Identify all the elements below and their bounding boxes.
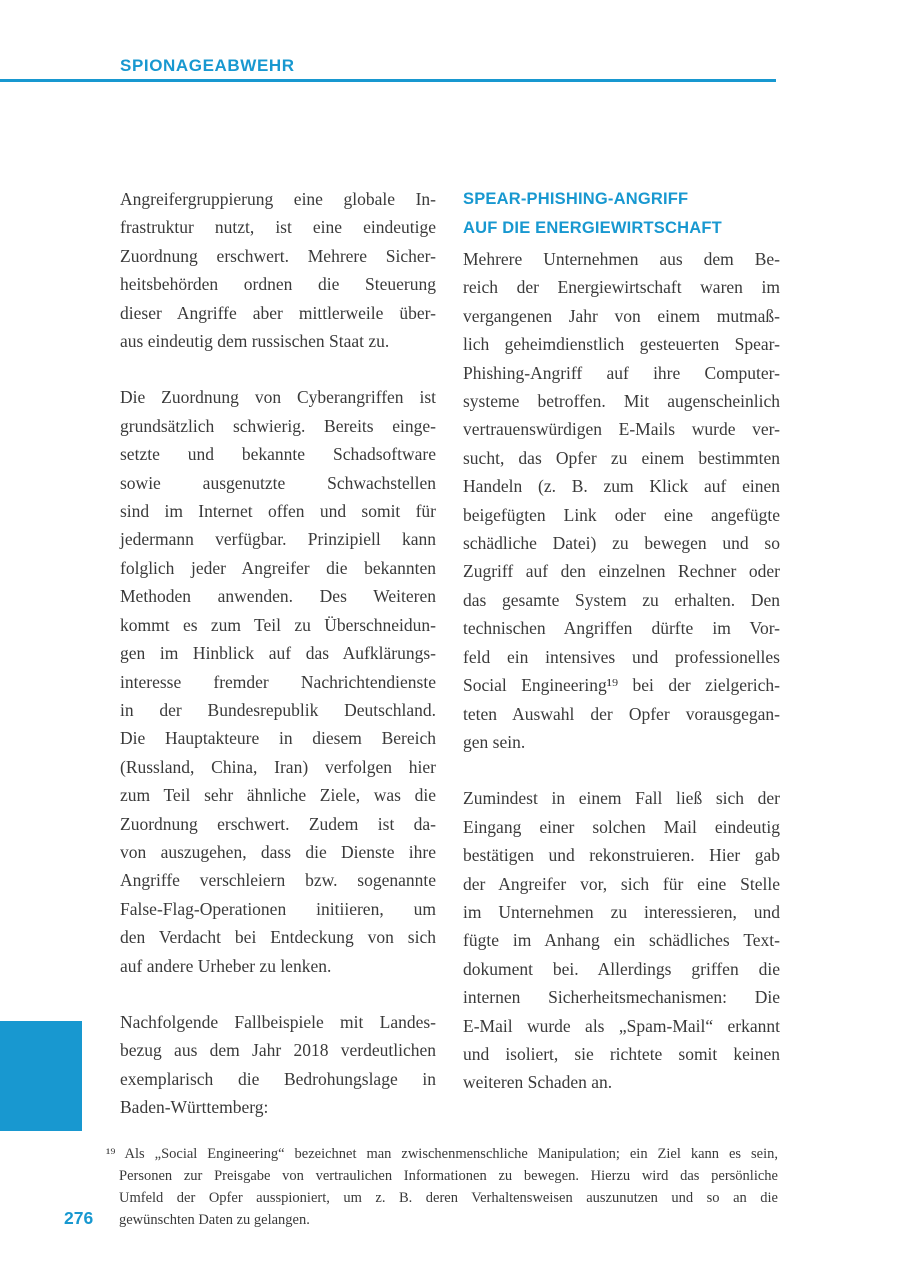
text-line: Handeln (z. B. zum Klick auf einen <box>463 476 780 497</box>
text-line: weiteren Schaden an. <box>463 1072 613 1093</box>
text-line: das gesamte System zu erhalten. Den <box>463 589 780 610</box>
text-line: Angreifergruppierung eine globale In- <box>120 189 436 209</box>
text-line: vertrauenswürdigen E-Mails wurde ver- <box>463 419 780 440</box>
text-line: zum Teil sehr ähnliche Ziele, was die <box>120 785 436 806</box>
text-line: bestätigen und rekonstruieren. Hier gab <box>463 845 780 866</box>
text-line: kommt es zum Teil zu Überschneidun- <box>120 614 436 635</box>
text-line: Methoden anwenden. Des Weiteren <box>120 586 436 607</box>
text-line: ¹⁹ Als „Social Engineering“ bezeichnet man zwischenmenschliche Manipulation; ein Ziel kann es sein, <box>106 1146 778 1162</box>
text-line: vergangenen Jahr von einem mutmaß- <box>463 305 780 326</box>
text-line: der Angreifer vor, sich für eine Stelle <box>463 873 780 894</box>
text-line: systeme betroffen. Mit augenscheinlich <box>463 391 780 412</box>
text-line: beigefügten Link oder eine angefügte <box>463 504 780 525</box>
text-line: dieser Angriffe aber mittlerweile über- <box>120 302 436 323</box>
footnote-social-engineering <box>106 1143 778 1231</box>
paragraph-spam-mail <box>463 784 780 1096</box>
page-header-title: SPIONAGEABWEHR <box>120 56 295 75</box>
text-line: interesse fremder Nachrichtendienste <box>120 671 436 692</box>
right-column <box>463 185 780 1125</box>
text-line: bezug aus dem Jahr 2018 verdeutlichen <box>120 1040 436 1061</box>
text-line: im Unternehmen zu interessieren, und <box>463 901 780 922</box>
text-line: Zuordnung erschwert. Mehrere Sicher- <box>120 245 436 266</box>
text-line: feld ein intensives und professionelles <box>463 646 780 667</box>
text-line: fügte im Anhang ein schädliches Text- <box>463 930 780 951</box>
text-line: Die Zuordnung von Cyberangriffen ist <box>120 387 436 408</box>
text-line: Zuordnung erschwert. Zudem ist da- <box>120 813 436 834</box>
text-line: E-Mail wurde als „Spam-Mail“ erkannt <box>463 1015 780 1036</box>
header-rule <box>0 79 776 82</box>
text-line: dokument bei. Allerdings griffen die <box>463 958 780 979</box>
text-line: aus eindeutig dem russischen Staat zu. <box>120 331 390 352</box>
text-line: frastruktur nutzt, ist eine eindeutige <box>120 217 436 238</box>
text-line: Zumindest in einem Fall ließ sich der <box>463 788 780 809</box>
text-line: (Russland, China, Iran) verfolgen hier <box>120 756 436 777</box>
text-line: sind im Internet offen und somit für <box>120 501 436 522</box>
text-line: Mehrere Unternehmen aus dem Be- <box>463 249 780 269</box>
text-line: folglich jeder Angreifer die bekannten <box>120 557 436 578</box>
text-line: gen im Hinblick auf das Aufklärungs- <box>120 643 436 664</box>
text-line: teten Auswahl der Opfer vorausgegan- <box>463 703 780 724</box>
text-line: Umfeld der Opfer ausspioniert, um z. B. deren Verhaltensweisen auszunutzen und so an die <box>119 1190 778 1206</box>
text-line: SPEAR-PHISHING-ANGRIFF <box>463 190 689 208</box>
paragraph-spear-phishing <box>463 245 780 756</box>
text-line: False-Flag-Operationen initiieren, um <box>120 898 436 919</box>
text-line: den Verdacht bei Entdeckung von sich <box>120 927 436 948</box>
text-line: jedermann verfügbar. Prinzipiell kann <box>120 529 436 550</box>
paragraph-fallbeispiele <box>120 1008 436 1122</box>
text-line: Personen zur Preisgabe von vertraulichen Informationen zu bewegen. Hierzu wird das persönliche <box>119 1168 778 1184</box>
text-line: Phishing-Angriff auf ihre Computer- <box>463 362 780 383</box>
paragraph-attribution <box>120 185 436 355</box>
left-column <box>120 185 436 1150</box>
text-line: gewünschten Daten zu gelangen. <box>119 1212 310 1228</box>
text-line: AUF DIE ENERGIEWIRTSCHAFT <box>463 219 722 237</box>
text-line: Eingang einer solchen Mail eindeutig <box>463 816 780 837</box>
section-heading <box>463 185 780 243</box>
text-line: Nachfolgende Fallbeispiele mit Landes- <box>120 1011 436 1032</box>
text-line: grundsätzlich schwierig. Bereits einge- <box>120 415 436 436</box>
text-line: und isoliert, sie richtete somit keinen <box>463 1043 780 1064</box>
text-line: setzte und bekannte Schadsoftware <box>120 444 436 465</box>
text-line: gen sein. <box>463 731 526 752</box>
page-number: 276 <box>64 1208 94 1228</box>
text-line: heitsbehörden ordnen die Steuerung <box>120 274 436 295</box>
text-line: sucht, das Opfer zu einem bestimmten <box>463 447 780 468</box>
text-line: in der Bundesrepublik Deutschland. <box>120 699 436 720</box>
text-line: Baden-Württemberg: <box>120 1097 269 1118</box>
text-line: sowie ausgenutzte Schwachstellen <box>120 472 436 493</box>
text-line: Zugriff auf den einzelnen Rechner oder <box>463 561 780 582</box>
text-line: schädliche Datei) zu bewegen und so <box>463 533 780 554</box>
text-line: reich der Energiewirtschaft waren im <box>463 277 780 298</box>
text-line: auf andere Urheber zu lenken. <box>120 955 332 976</box>
text-line: Angriffe verschleiern bzw. sogenannte <box>120 870 436 891</box>
text-line: von auszugehen, dass die Dienste ihre <box>120 841 436 862</box>
text-line: Social Engineering¹⁹ bei der zielgerich- <box>463 675 780 696</box>
side-tab-marker <box>0 1021 82 1131</box>
text-line: technischen Angriffen dürfte im Vor- <box>463 618 780 639</box>
text-line: internen Sicherheitsmechanismen: Die <box>463 987 780 1008</box>
text-line: exemplarisch die Bedrohungslage in <box>120 1068 436 1089</box>
paragraph-zuordnung <box>120 383 436 980</box>
text-line: Die Hauptakteure in diesem Bereich <box>120 728 436 749</box>
text-line: lich geheimdienstlich gesteuerten Spear- <box>463 334 780 355</box>
